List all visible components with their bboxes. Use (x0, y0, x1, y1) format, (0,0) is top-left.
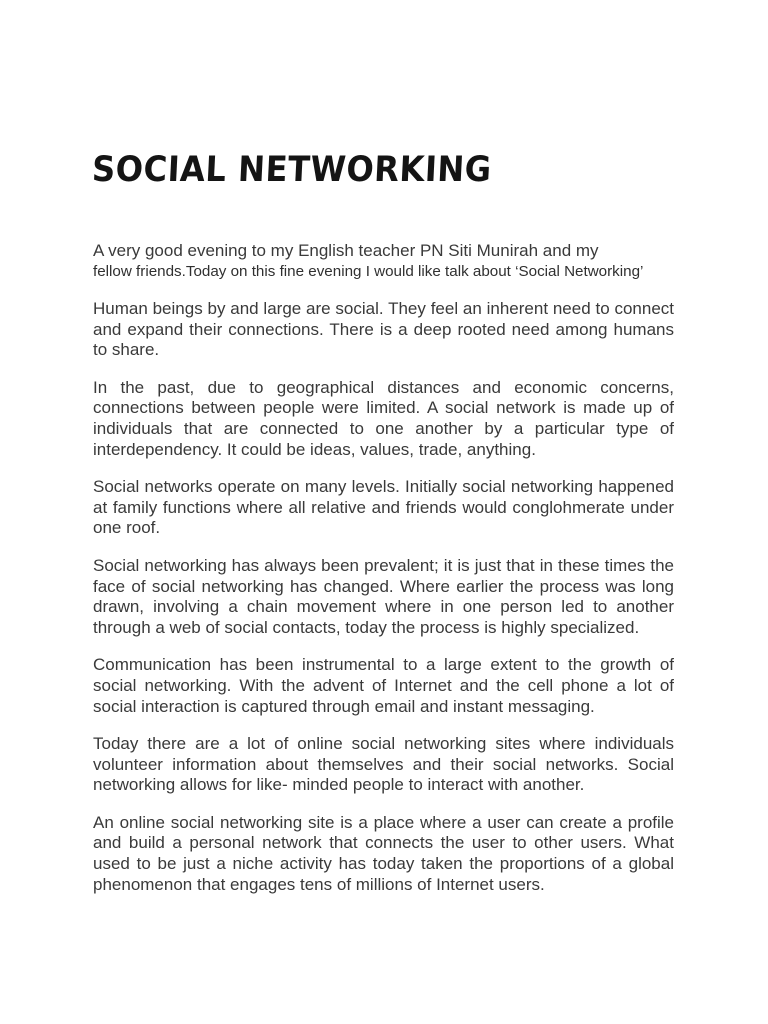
paragraph-6: Today there are a lot of online social networking sites where individuals volunteer information about themselves and their social networks. Social networking allows for like- minded people to interact with another. (93, 734, 674, 795)
paragraph-2: In the past, due to geographical distances and economic concerns, connections between people were limited. A social network is made up of individuals that are connected to one another by a particular type of interdependency. It could be ideas, values, trade, anything. (93, 377, 674, 459)
document-title: SOCIAL NETWORKING (91, 150, 493, 190)
document-body (93, 240, 674, 912)
paragraph-1: Human beings by and large are social. They feel an inherent need to connect and expand their connections. There is a deep rooted need among humans to share. (93, 299, 674, 360)
intro-line-2: fellow friends.Today on this fine evening I would like talk about ‘Social Networking’ (93, 263, 644, 280)
paragraph-3: Social networks operate on many levels. Initially social networking happened at family functions where all relative and friends would conglohmerate under one roof. (93, 477, 674, 538)
paragraph-7: An online social networking site is a place where a user can create a profile and build a personal network that connects the user to other users. What used to be just a niche activity has today taken the proportions of a global phenomenon that engages tens of millions of Internet users. (93, 812, 674, 894)
intro-line-1: A very good evening to my English teacher PN Siti Munirah and my (93, 241, 599, 260)
paragraph-4: Social networking has always been prevalent; it is just that in these times the face of social networking has changed. Where earlier the process was long drawn, involving a chain movement where in one person led to another through a web of social contacts, today the process is highly specialized. (93, 555, 674, 637)
paragraph-5: Communication has been instrumental to a large extent to the growth of social networking. With the advent of Internet and the cell phone a lot of social interaction is captured through email and instant messaging. (93, 655, 674, 716)
